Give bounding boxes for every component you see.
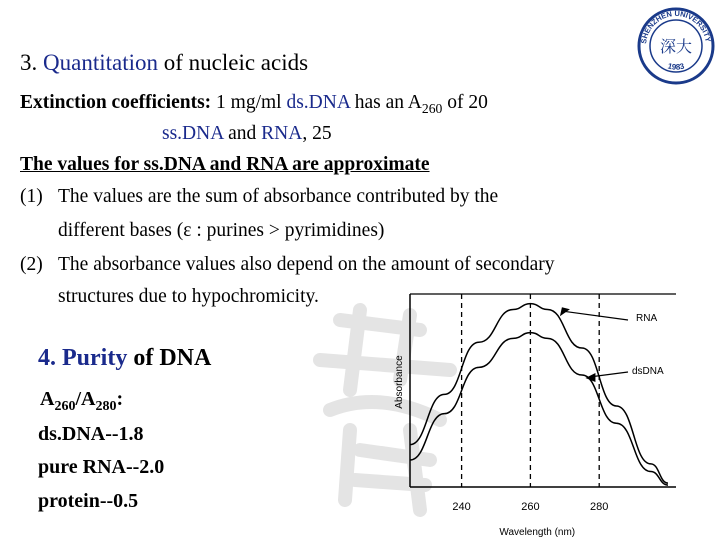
legend-label-dsdna: dsDNA [632,366,664,377]
series-line-dsdna [410,333,668,485]
svg-text:SHENZHEN UNIVERSITY: SHENZHEN UNIVERSITY [639,8,713,45]
purity-keyword: Purity [62,345,128,371]
extinction-label: Extinction coefficients: [20,92,212,113]
extinction-text: , 25 [302,123,332,144]
ratio-value-protein: protein--0.5 [38,490,139,512]
series-line-rna [410,304,668,483]
extinction-rna: RNA [261,123,303,144]
ratio-a: A [40,388,55,410]
extinction-text: and [223,123,262,144]
ratio-slash: /A [75,388,96,410]
legend-label-rna: RNA [636,313,658,324]
ratio-colon: : [116,388,124,410]
section-title-purity [38,345,211,372]
extinction-text: has an A [349,92,422,113]
approximate-note: The values for ss.DNA and RNA are approximate [20,154,430,175]
ratio-value-rna: pure RNA--2.0 [38,456,165,478]
extinction-line-2 [162,123,332,145]
extinction-text: of 20 [442,92,488,113]
svg-text:深大: 深大 [659,39,693,56]
extinction-line-1 [20,92,488,117]
subscript-260: 260 [54,399,76,414]
subscript-260: 260 [421,100,443,116]
x-tick-label-280: 280 [590,501,609,513]
university-seal-logo [636,6,716,86]
svg-text:1983: 1983 [666,61,686,72]
x-axis-label: Wavelength (nm) [499,527,576,538]
y-axis-label: Absorbance [394,355,405,409]
point-1-num: (1) [20,186,43,207]
ratio-value-dsdna: ds.DNA--1.8 [38,423,144,445]
rna-leader-line [564,311,628,320]
purity-rest: of DNA [127,345,212,371]
x-tick-label-260: 260 [521,501,540,513]
title-rest: of nucleic acids [157,50,309,75]
extinction-dsdna: ds.DNA [286,92,350,113]
absorbance-chart [378,282,720,540]
section-title-quantitation [20,50,308,76]
point-2-line-2: structures due to hypochromicity. [58,286,319,307]
point-2-num: (2) [20,254,43,275]
point-1-line-1: The values are the sum of absorbance contributed by the [58,186,499,207]
point-1-line-2: different bases (ε : purines > pyrimidines) [58,220,385,241]
title-keyword: Quantitation [43,50,158,75]
subscript-280: 280 [95,399,117,414]
x-tick-label-240: 240 [452,501,471,513]
purity-number: 4. [38,345,62,371]
ratio-label [40,388,123,415]
point-2-line-1: The absorbance values also depend on the amount of secondary [58,254,555,275]
title-number: 3. [20,50,43,75]
extinction-text: 1 mg/ml [211,92,287,113]
extinction-ssdna: ss.DNA [162,123,224,144]
